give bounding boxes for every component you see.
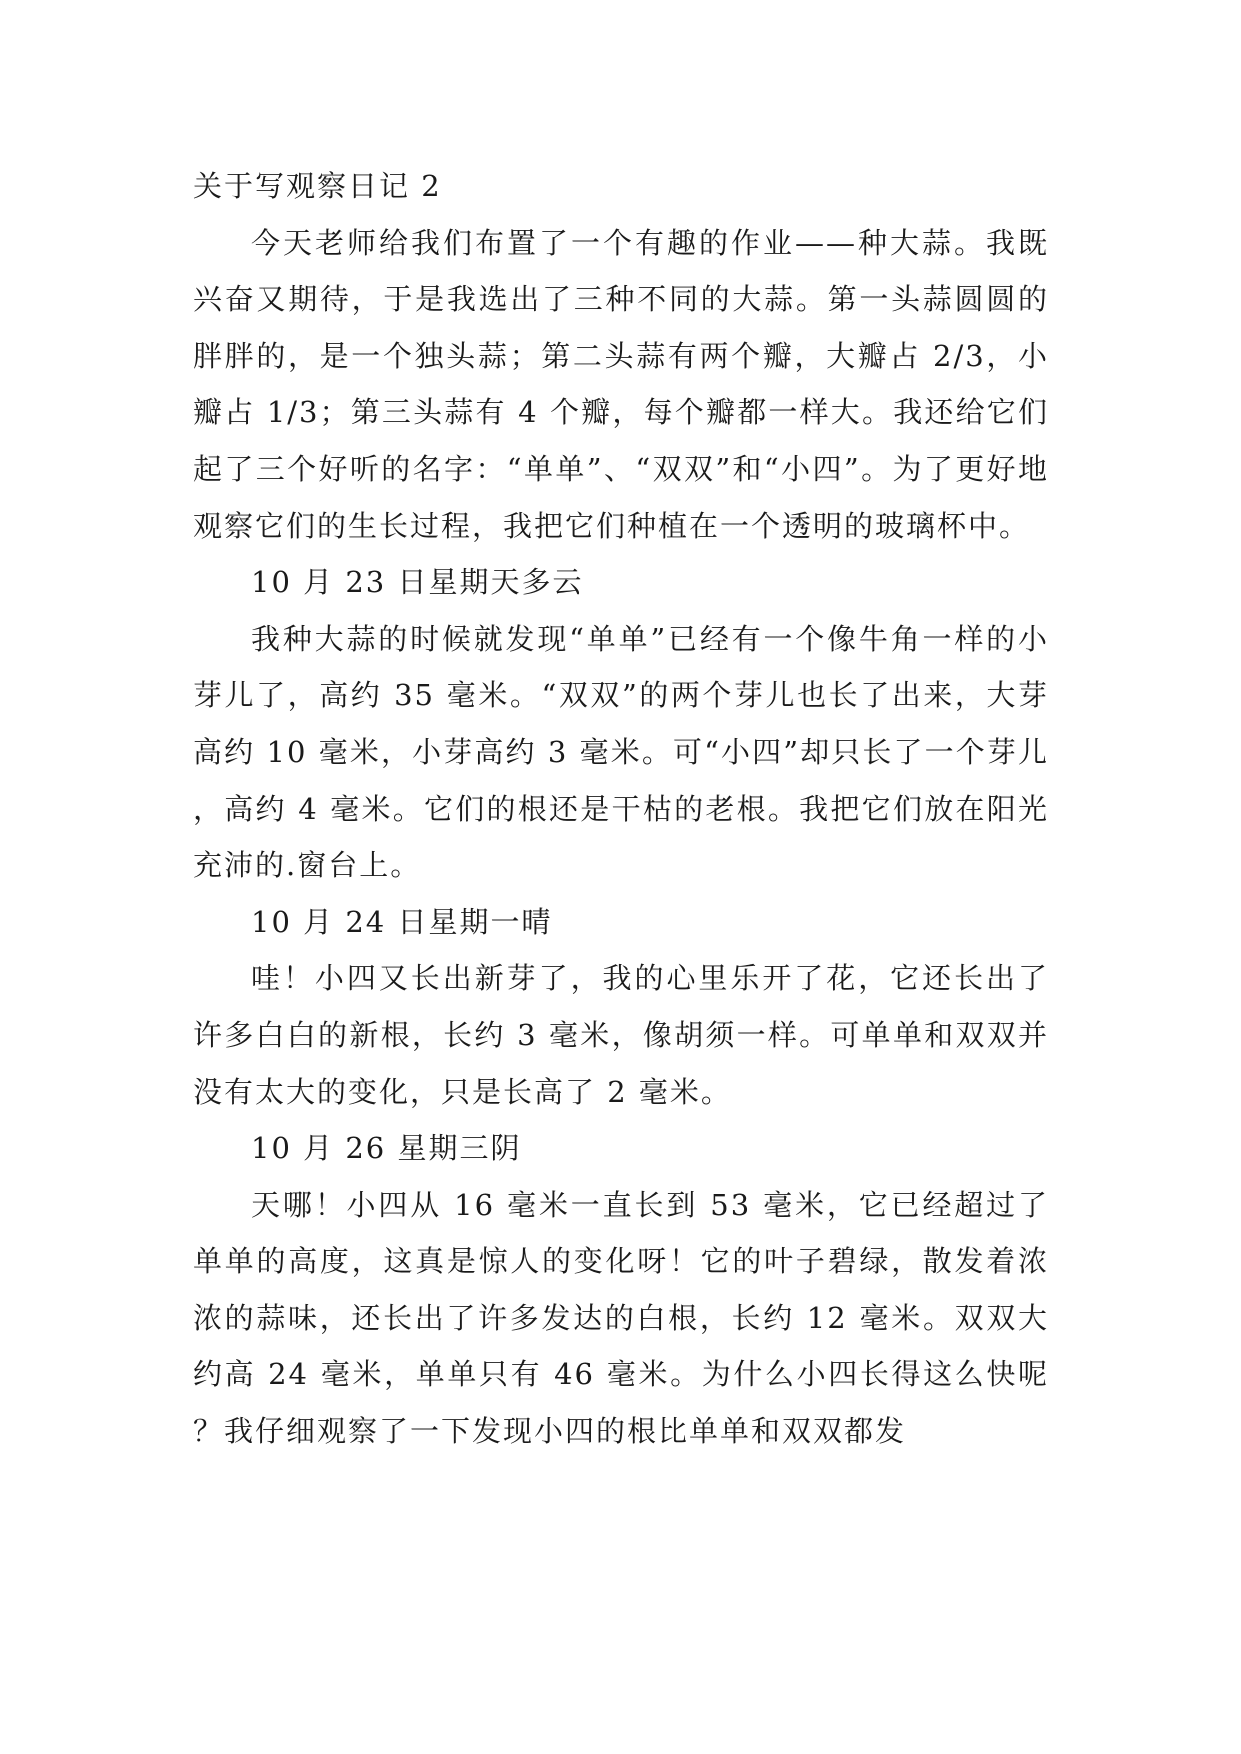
entry-date: 10 月 24 日星期一晴 [251,904,553,939]
document-page [193,158,1049,1460]
entry-paragraph: 我种大蒜的时候就发现“单单”已经有一个像牛角一样的小芽儿了，高约 35 毫米。“双双”的两个芽儿也长了出来，大芽高约 10 毫米，小芽高约 3 毫米。可“小四”却只长了一个芽儿，高约 4 毫米。它们的根还是干枯的老根。我把它们放在阳光充沛的.窗台上。 [193,621,1049,883]
intro-paragraph: 今天老师给我们布置了一个有趣的作业——种大蒜。我既兴奋又期待，于是我选出了三种不同的大蒜。第一头蒜圆圆的胖胖的，是一个独头蒜；第二头蒜有两个瓣，大瓣占 2/3，小瓣占 1/3；第三头蒜有 4 个瓣，每个瓣都一样大。我还给它们起了三个好听的名字：“单单”、“双双”和“小四”。为了更好地观察它们的生长过程，我把它们种植在一个透明的玻璃杯中。 [193,225,1049,543]
entry-paragraph: 天哪！小四从 16 毫米一直长到 53 毫米，它已经超过了单单的高度，这真是惊人的变化呀！它的叶子碧绿，散发着浓浓的蒜味，还长出了许多发达的白根，长约 12 毫米。双双大约高 24 毫米，单单只有 46 毫米。为什么小四长得这么快呢？我仔细观察了一下发现小四的根比单单和双双都发 [193,1187,1049,1449]
document-title: 关于写观察日记 2 [193,169,442,203]
entry-paragraph: 哇！小四又长出新芽了，我的心里乐开了花，它还长出了许多白白的新根，长约 3 毫米，像胡须一样。可单单和双双并没有太大的变化，只是长高了 2 毫米。 [193,961,1049,1109]
entry-date: 10 月 23 日星期天多云 [251,565,584,600]
entry-date: 10 月 26 星期三阴 [251,1131,522,1166]
